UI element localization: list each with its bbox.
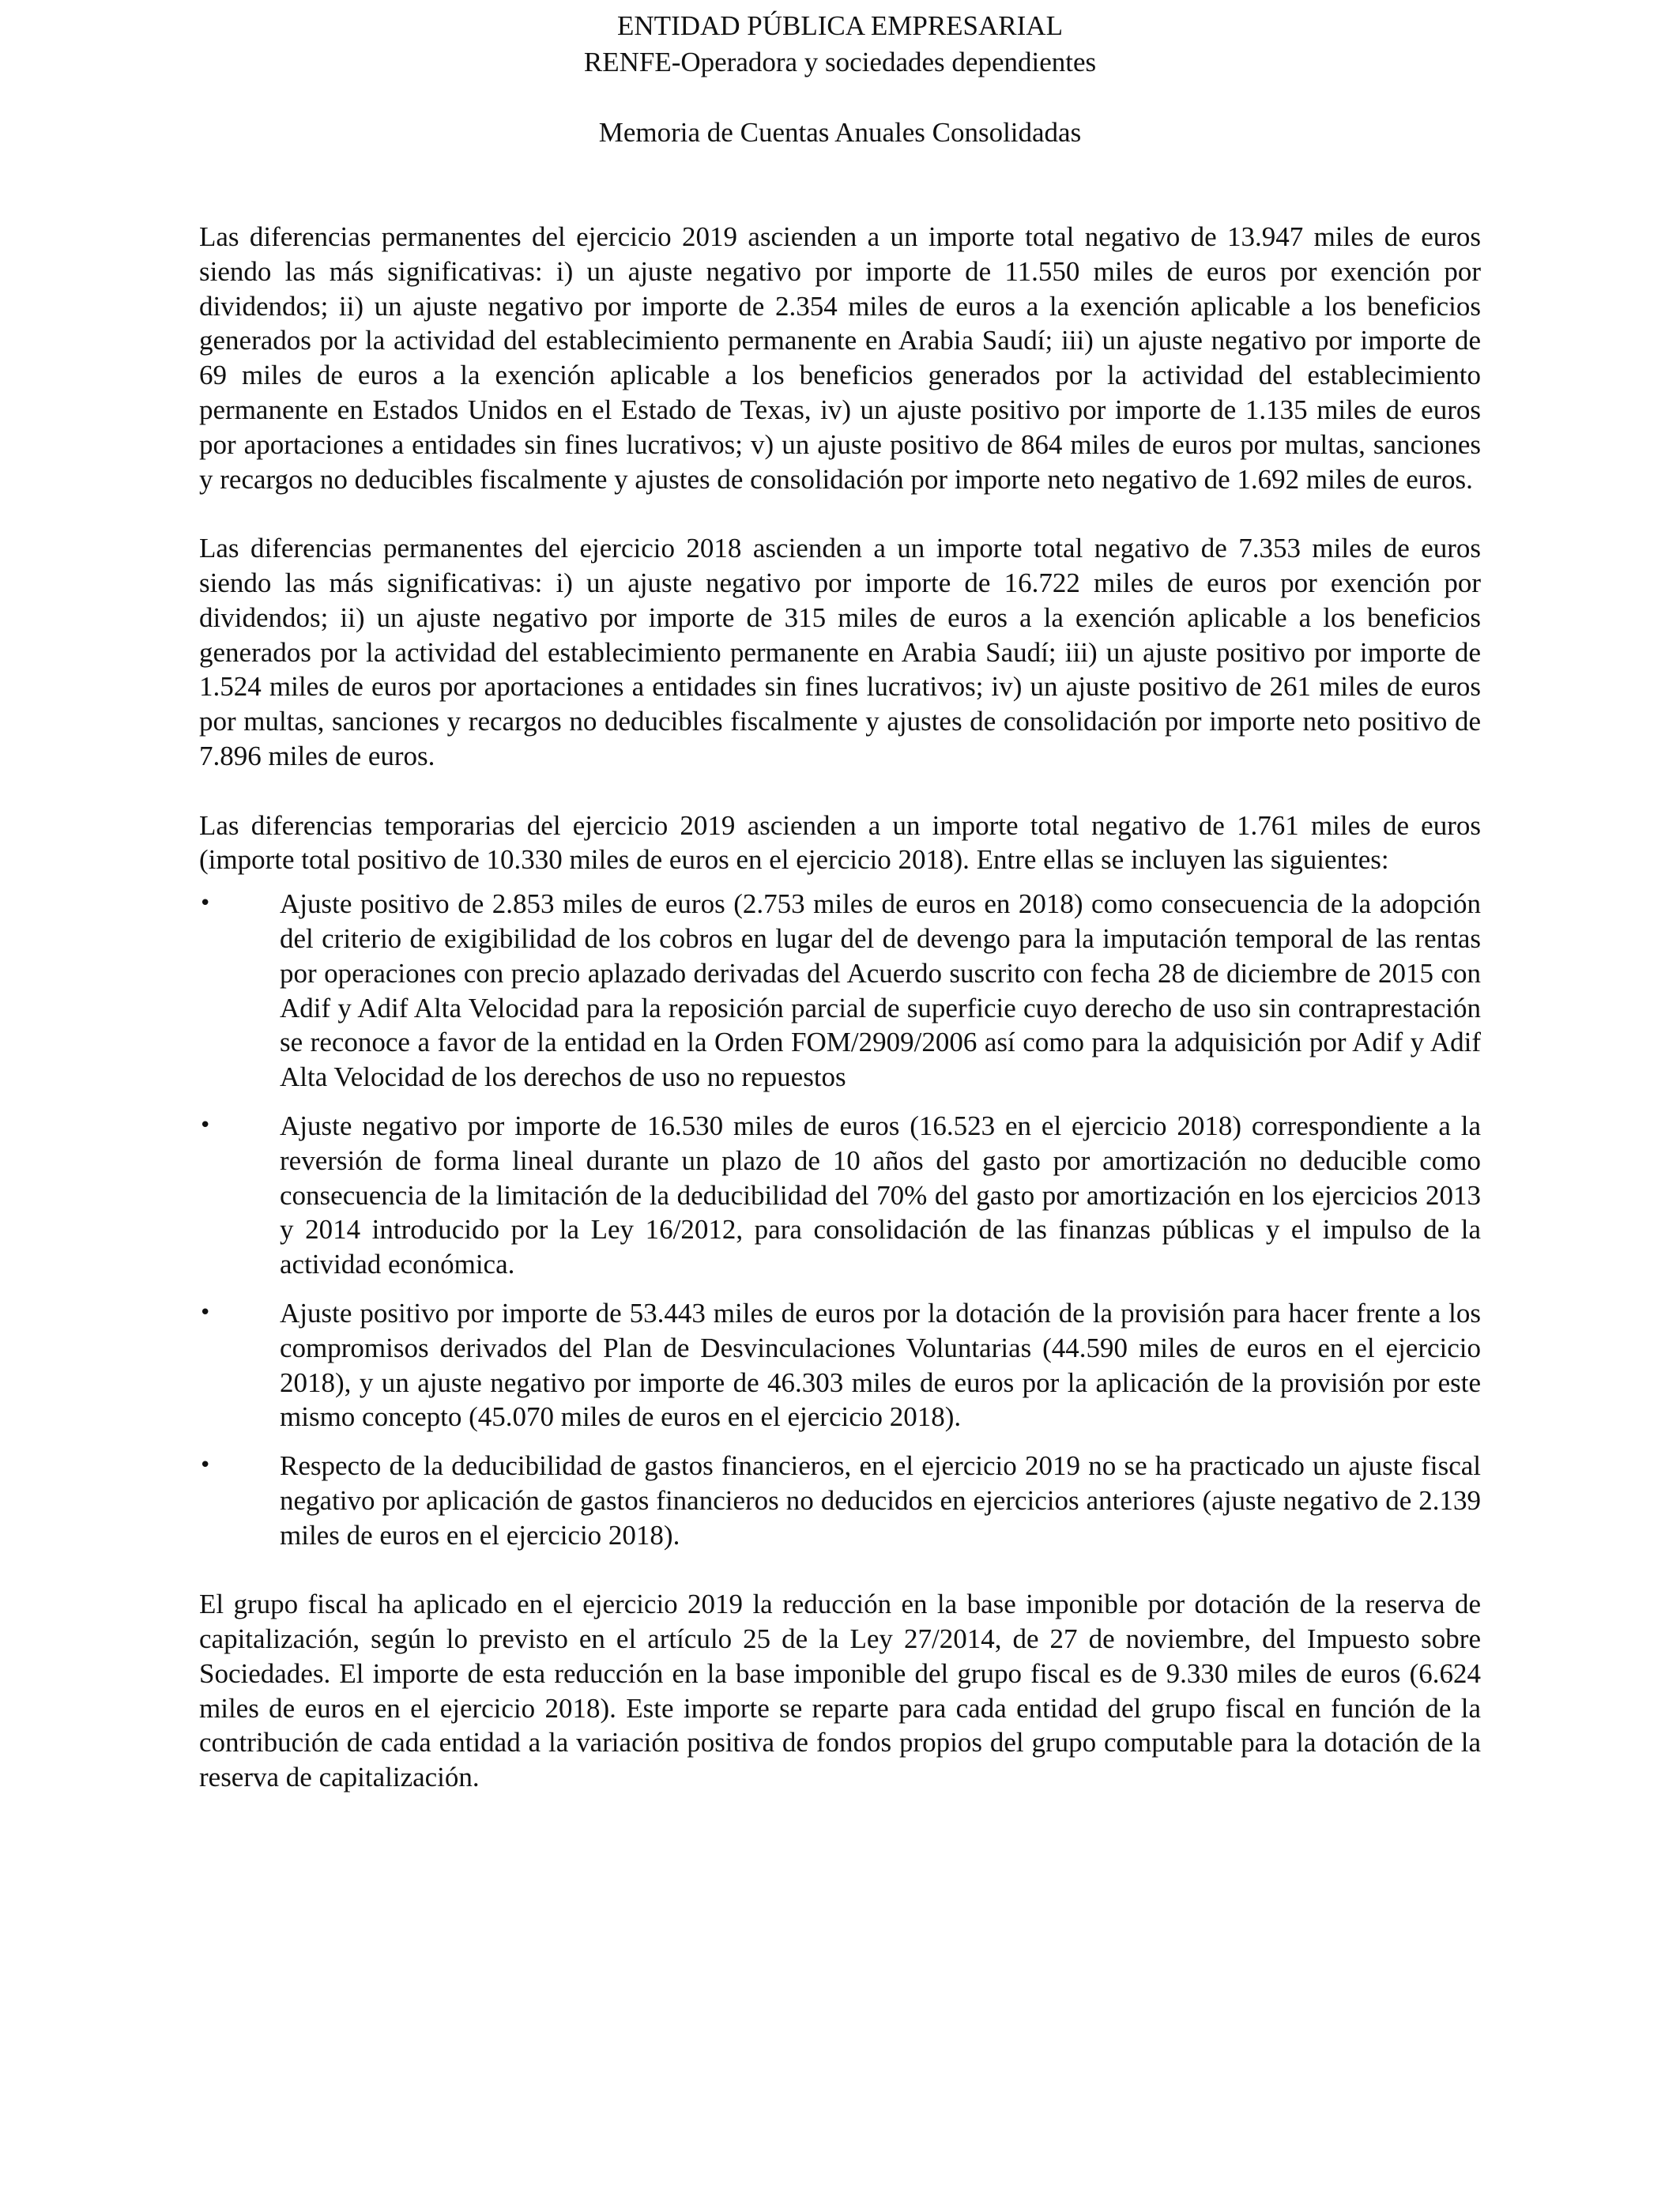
- list-item-text: Ajuste negativo por importe de 16.530 miles de euros (16.523 en el ejercicio 2018) correspondiente a la reversión de forma lineal durante un plazo de 10 años del gasto por amortización no deducible como consecuencia de la limitación de la deducibilidad del 70% del gasto por amortización en los ejercicios 2013 y 2014 introducido por la Ley 16/2012, para consolidación de las finanzas públicas y el impulso de la actividad económica.: [280, 1110, 1481, 1280]
- list-item: [199, 1109, 1481, 1282]
- paragraph-capitalization-reserve: El grupo fiscal ha aplicado en el ejercicio 2019 la reducción en la base imponible por dotación de la reserva de capitalización, según lo previsto en el artículo 25 de la Ley 27/2014, de 27 de noviembre, del Impuesto sobre Sociedades. El importe de esta reducción en la base imponible del grupo fiscal es de 9.330 miles de euros (6.624 miles de euros en el ejercicio 2018). Este importe se reparte para cada entidad del grupo fiscal en función de la contribución de cada entidad a la variación positiva de fondos propios del grupo computable para la dotación de la reserva de capitalización.: [199, 1589, 1481, 1793]
- bullet-marker: •: [199, 1300, 212, 1325]
- temporary-differences-list: [199, 887, 1481, 1552]
- header-document-title: Memoria de Cuentas Anuales Consolidadas: [598, 117, 1082, 148]
- document-header: [0, 8, 1680, 151]
- document-body: [199, 220, 1481, 1830]
- bullet-marker: •: [199, 892, 212, 916]
- list-item: [199, 1449, 1481, 1552]
- list-item-text: Ajuste positivo de 2.853 miles de euros (2.753 miles de euros en 2018) como consecuencia de la adopción del criterio de exigibilidad de los cobros en lugar del de devengo para la imputación temporal de las rentas por operaciones con precio aplazado derivadas del Acuerdo suscrito con fecha 28 de diciembre de 2015 con Adif y Adif Alta Velocidad para la reposición parcial de superficie cuyo derecho de uso sin contraprestación se reconoce a favor de la entidad en la Orden FOM/2909/2006 así como para la adquisición por Adif y Adif Alta Velocidad de los derechos de uso no repuestos: [280, 888, 1481, 1093]
- list-item-text: Respecto de la deducibilidad de gastos financieros, en el ejercicio 2019 no se ha practicado un ajuste fiscal negativo por aplicación de gastos financieros no deducidos en ejercicios anteriores (ajuste negativo de 2.139 miles de euros en el ejercicio 2018).: [280, 1450, 1481, 1551]
- paragraph-temporary-differences-2019: Las diferencias temporarias del ejercicio 2019 ascienden a un importe total negativo de 1.761 miles de euros (importe total positivo de 10.330 miles de euros en el ejercicio 2018). Entre ellas se incluyen las siguientes:: [199, 809, 1481, 876]
- header-company-name: RENFE-Operadora y sociedades dependientes: [583, 47, 1097, 77]
- paragraph-permanent-differences-2018: Las diferencias permanentes del ejercicio 2018 ascienden a un importe total negativo de 7.353 miles de euros siendo las más significativas: i) un ajuste negativo por importe de 16.722 miles de euros por exención por dividendos; ii) un ajuste negativo por importe de 315 miles de euros a la exención aplicable a los beneficios generados por la actividad del establecimiento permanente en Arabia Saudí; iii) un ajuste positivo por importe de 1.524 miles de euros por aportaciones a entidades sin fines lucrativos; iv) un ajuste positivo de 261 miles de euros por multas, sanciones y recargos no deducibles fiscalmente y ajustes de consolidación por importe neto positivo de 7.896 miles de euros.: [199, 533, 1481, 771]
- bullet-marker: •: [199, 1113, 212, 1137]
- paragraph-permanent-differences-2019: Las diferencias permanentes del ejercicio 2019 ascienden a un importe total negativo de 13.947 miles de euros siendo las más significativas: i) un ajuste negativo por importe de 11.550 miles de euros por exención por dividendos; ii) un ajuste negativo por importe de 2.354 miles de euros a la exención aplicable a los beneficios generados por la actividad del establecimiento permanente en Arabia Saudí; iii) un ajuste negativo por importe de 69 miles de euros a la exención aplicable a los beneficios generados por la actividad del establecimiento permanente en Estados Unidos en el Estado de Texas, iv) un ajuste positivo por importe de 1.135 miles de euros por aportaciones a entidades sin fines lucrativos; v) un ajuste positivo de 864 miles de euros por multas, sanciones y recargos no deducibles fiscalmente y ajustes de consolidación por importe neto negativo de 1.692 miles de euros.: [199, 221, 1481, 495]
- list-item: [199, 1296, 1481, 1434]
- header-entity-title: ENTIDAD PÚBLICA EMPRESARIAL: [617, 10, 1063, 41]
- list-item-text: Ajuste positivo por importe de 53.443 miles de euros por la dotación de la provisión para hacer frente a los compromisos derivados del Plan de Desvinculaciones Voluntarias (44.590 miles de euros en el ejercicio 2018), y un ajuste negativo por importe de 46.303 miles de euros por la aplicación de la provisión por este mismo concepto (45.070 miles de euros en el ejercicio 2018).: [280, 1297, 1481, 1433]
- list-item: [199, 887, 1481, 1095]
- bullet-marker: •: [199, 1453, 212, 1478]
